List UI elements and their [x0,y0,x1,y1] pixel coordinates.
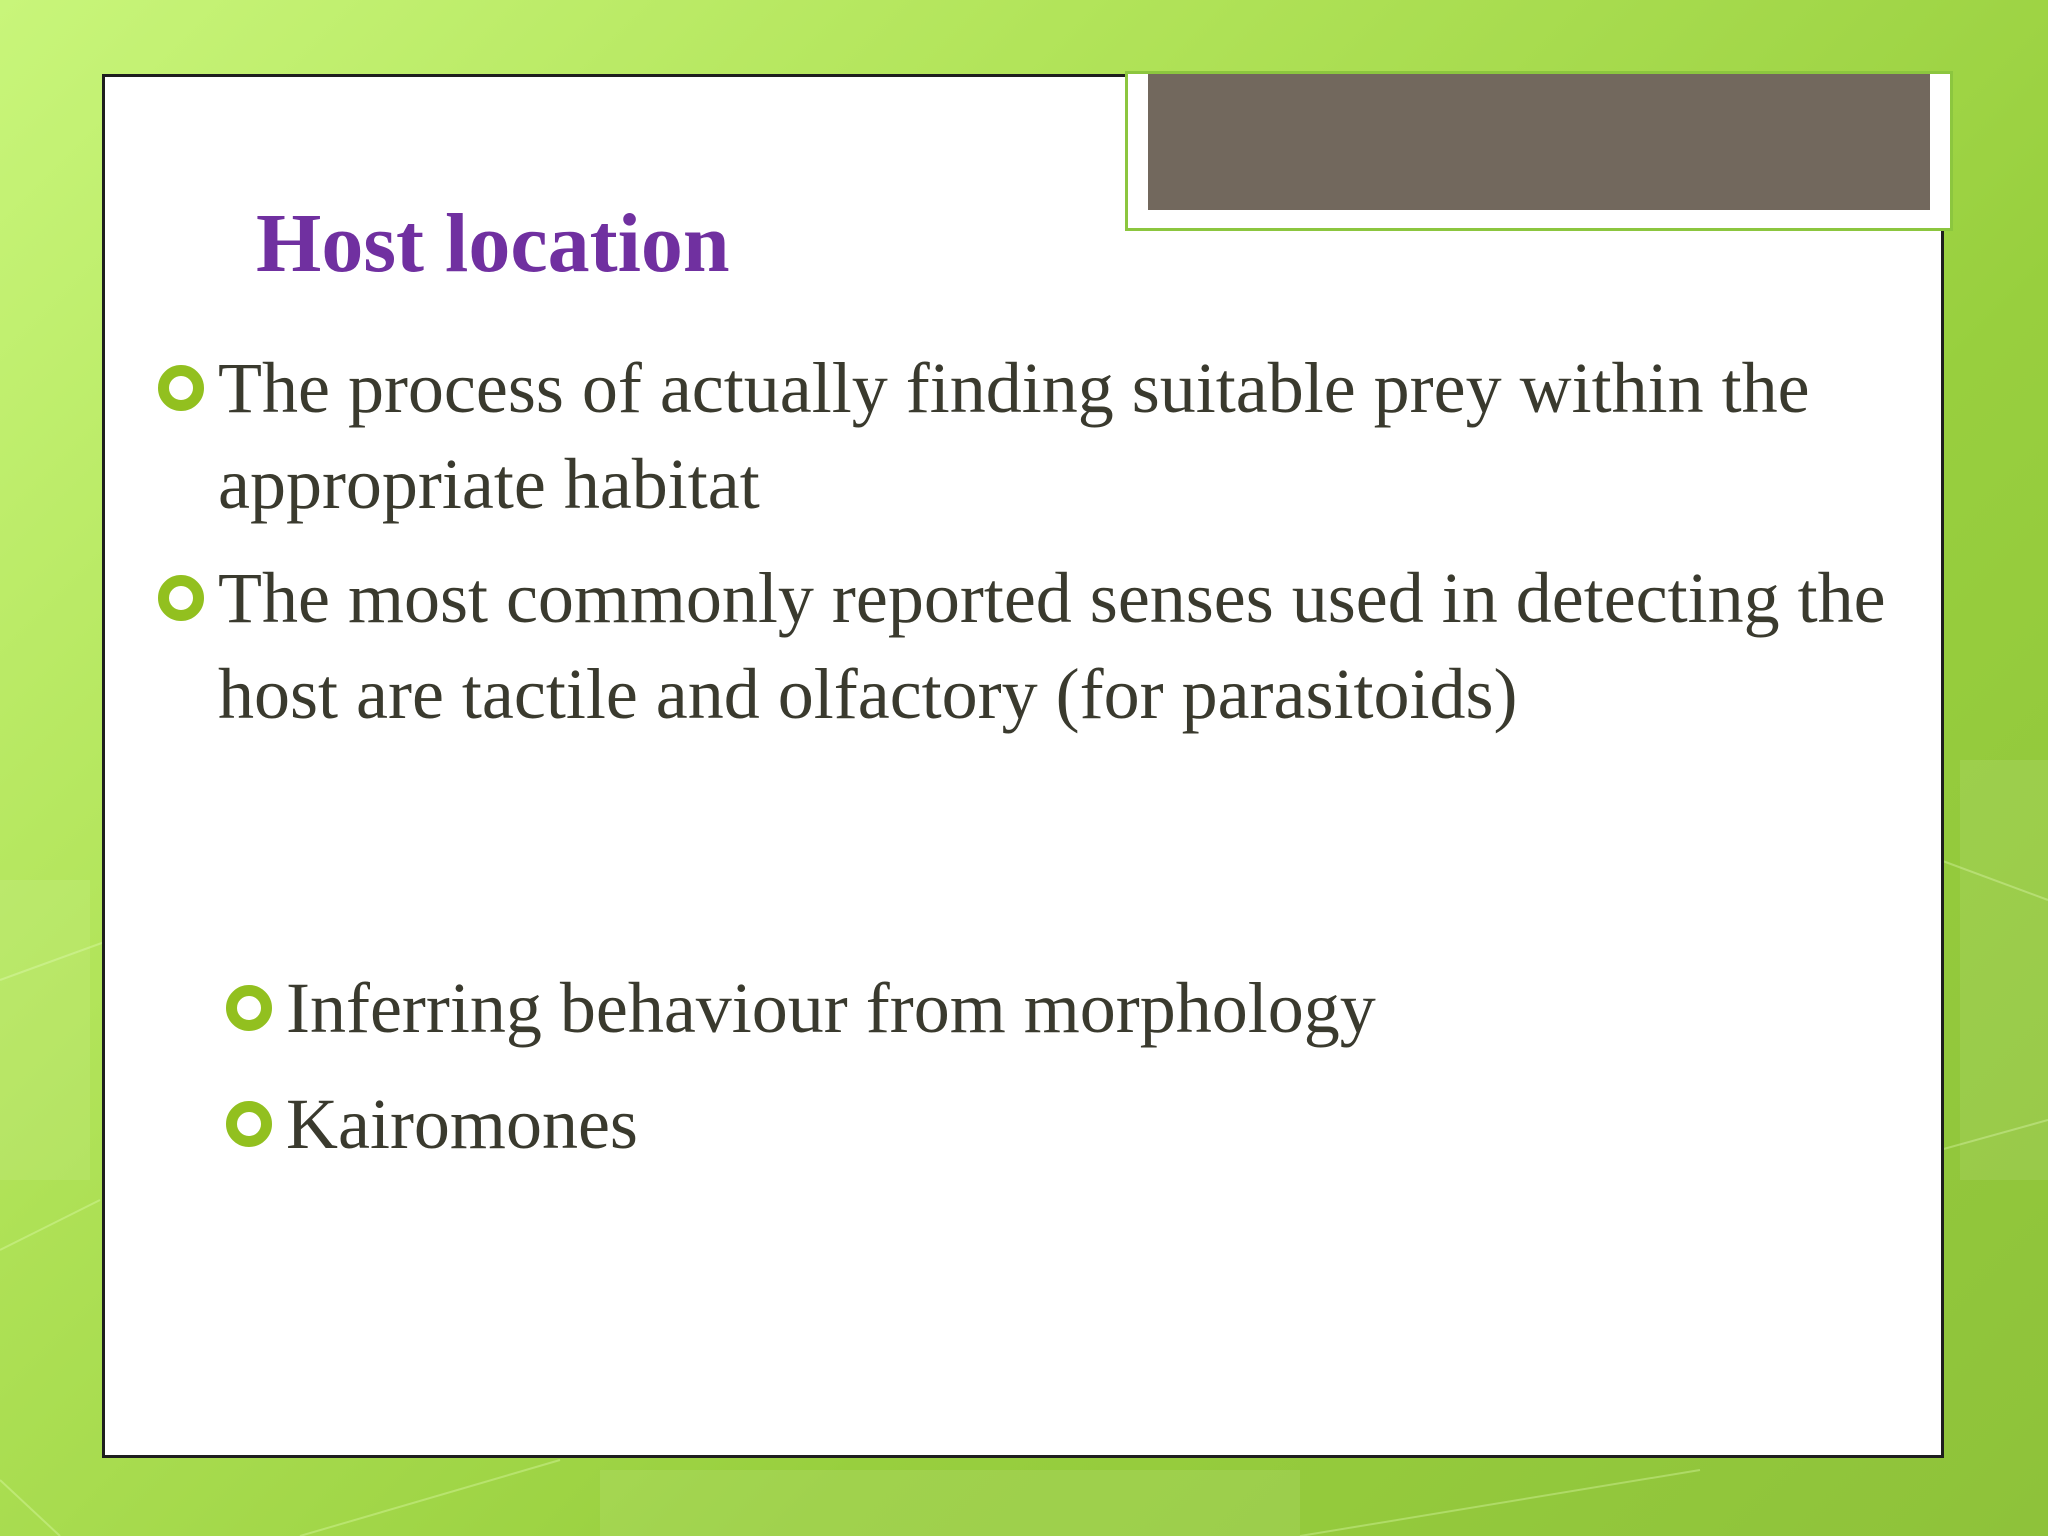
ring-bullet-icon [226,1101,272,1147]
title-tab-decoration [1125,71,1953,231]
title-tab-fill [1148,74,1930,210]
ring-bullet-icon [158,575,204,621]
bullet-text: The most commonly reported senses used in detecting the host are tactile and olfactory (for parasitoids) [218,558,1886,734]
bullet-text: The process of actually finding suitable prey within the appropriate habitat [218,348,1810,524]
bullet-item [226,960,1826,1056]
ring-bullet-icon [158,365,204,411]
bullet-item [158,550,1898,742]
bullet-item [226,1076,1826,1172]
slide-title: Host location [256,197,730,290]
bullet-text: Inferring behaviour from morphology [286,968,1376,1048]
ring-bullet-icon [226,985,272,1031]
bullet-text: Kairomones [286,1084,638,1164]
bullet-item [158,340,1898,532]
